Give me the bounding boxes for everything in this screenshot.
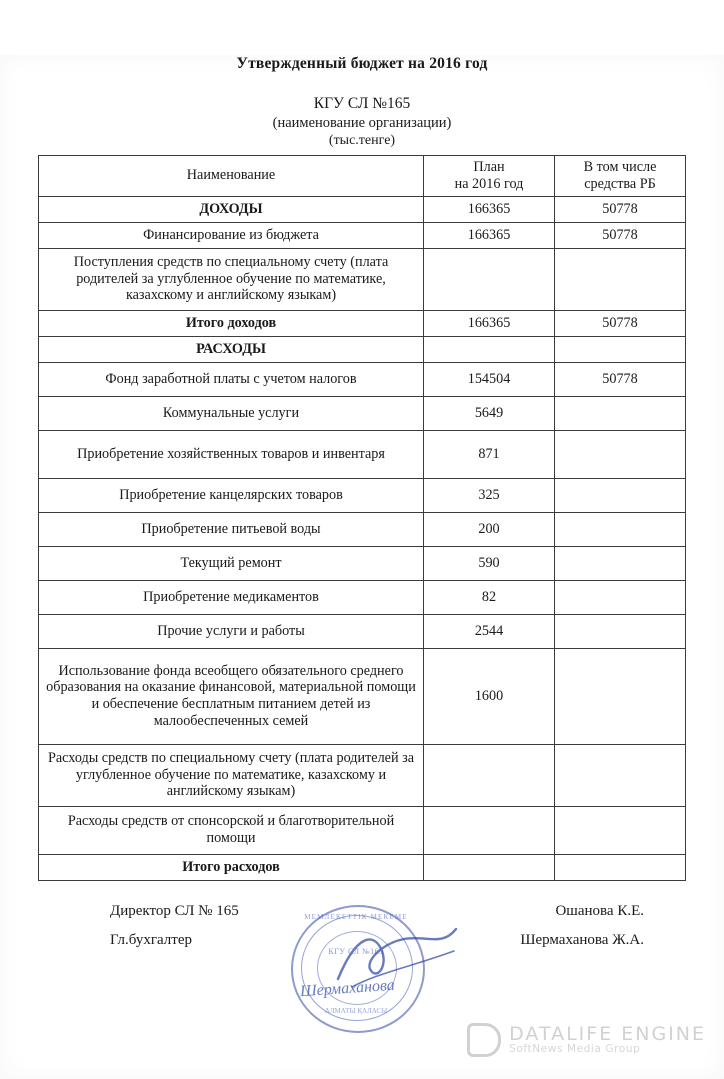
- row-rb: 50778: [555, 196, 686, 222]
- row-name: Приобретение питьевой воды: [39, 512, 424, 546]
- row-name: Итого расходов: [39, 854, 424, 880]
- table-row: [39, 854, 686, 880]
- row-plan: 325: [424, 478, 555, 512]
- table-row: [39, 478, 686, 512]
- row-plan: 166365: [424, 196, 555, 222]
- organization-caption: (наименование организации): [272, 115, 452, 131]
- row-rb: [555, 430, 686, 478]
- row-plan: 200: [424, 512, 555, 546]
- row-name: Приобретение медикаментов: [39, 580, 424, 614]
- table-row: [39, 310, 686, 336]
- table-row: [39, 396, 686, 430]
- row-rb: [555, 396, 686, 430]
- header-rb-line2: средства РБ: [584, 175, 656, 192]
- row-rb: [555, 854, 686, 880]
- row-name: ДОХОДЫ: [39, 196, 424, 222]
- row-plan: [424, 744, 555, 806]
- row-rb: 50778: [555, 310, 686, 336]
- header-rb: [555, 156, 686, 197]
- row-plan: [424, 854, 555, 880]
- row-name: Текущий ремонт: [39, 546, 424, 580]
- table-row: [39, 362, 686, 396]
- row-plan: [424, 248, 555, 310]
- row-rb: [555, 336, 686, 362]
- row-name: Фонд заработной платы с учетом налогов: [39, 362, 424, 396]
- table-row: [39, 546, 686, 580]
- row-plan: [424, 806, 555, 854]
- datalife-logo-icon: [467, 1023, 501, 1057]
- table-row: [39, 806, 686, 854]
- row-name: РАСХОДЫ: [39, 336, 424, 362]
- stamp-ink-signature: Шермаханова: [299, 976, 396, 1001]
- watermark: [467, 1023, 706, 1057]
- table-row: [39, 580, 686, 614]
- row-rb: [555, 806, 686, 854]
- row-rb: [555, 248, 686, 310]
- page-title: Утвержденный бюджет на 2016 год: [236, 55, 488, 72]
- row-plan: 1600: [424, 648, 555, 744]
- header-plan-line1: План: [473, 159, 505, 175]
- row-rb: 50778: [555, 362, 686, 396]
- row-plan: 2544: [424, 614, 555, 648]
- table-row: [39, 248, 686, 310]
- row-rb: [555, 478, 686, 512]
- row-name: Расходы средств по специальному счету (плата родителей за углубленное обучение по математике, казахскому и английскому языкам): [39, 744, 424, 806]
- organization-name: КГУ СЛ №165: [313, 95, 411, 112]
- row-name: Коммунальные услуги: [39, 396, 424, 430]
- row-name: Итого доходов: [39, 310, 424, 336]
- row-rb: [555, 614, 686, 648]
- row-plan: 154504: [424, 362, 555, 396]
- header-rb-line1: В том числе: [583, 159, 657, 175]
- row-rb: 50778: [555, 222, 686, 248]
- watermark-text: [509, 1022, 706, 1056]
- row-name: Расходы средств от спонсорской и благотворительной помощи: [39, 806, 424, 854]
- row-plan: 166365: [424, 222, 555, 248]
- row-plan: 871: [424, 430, 555, 478]
- row-name: Поступления средств по специальному счету (плата родителей за углубленное обучение по математике, казахскому и английскому языкам): [39, 248, 424, 310]
- row-rb: [555, 580, 686, 614]
- watermark-main: DATALIFE ENGINE: [509, 1022, 706, 1045]
- table-row: [39, 614, 686, 648]
- header-plan: [424, 156, 555, 197]
- row-name: Прочие услуги и работы: [39, 614, 424, 648]
- stamp-top-text: МЕМЛЕКЕТТІК МЕКЕМЕ: [304, 913, 408, 921]
- table-row: [39, 648, 686, 744]
- row-name: Приобретение хозяйственных товаров и инвентаря: [39, 430, 424, 478]
- row-rb: [555, 648, 686, 744]
- signature-role: Гл.бухгалтер: [110, 931, 192, 948]
- row-name: Использование фонда всеобщего обязательного среднего образования на оказание финансовой, материальной помощи и обеспечение бесплатным питанием детей из малообеспеченных семей: [39, 648, 424, 744]
- row-plan: 5649: [424, 396, 555, 430]
- stamp-bottom-text: АЛМАТЫ ҚАЛАСЫ: [324, 1007, 388, 1015]
- table-row: [39, 222, 686, 248]
- table-row: [39, 512, 686, 546]
- stamp-center-text: КГУ СЛ №165: [328, 947, 384, 956]
- document-page: [0, 55, 724, 1079]
- header-name: Наименование: [39, 156, 424, 197]
- row-name: Финансирование из бюджета: [39, 222, 424, 248]
- signature-person: Шермаханова Ж.А.: [520, 931, 644, 948]
- row-plan: 166365: [424, 310, 555, 336]
- signature-person: Ошанова К.Е.: [555, 902, 644, 919]
- row-rb: [555, 546, 686, 580]
- table-row: [39, 744, 686, 806]
- row-name: Приобретение канцелярских товаров: [39, 478, 424, 512]
- row-plan: [424, 336, 555, 362]
- table-header-row: [39, 156, 686, 197]
- row-plan: 590: [424, 546, 555, 580]
- table-row: [39, 196, 686, 222]
- row-rb: [555, 744, 686, 806]
- header-plan-line2: на 2016 год: [454, 175, 524, 192]
- row-plan: 82: [424, 580, 555, 614]
- watermark-sub: SoftNews Media Group: [509, 1043, 641, 1056]
- budget-table: [38, 155, 686, 881]
- row-rb: [555, 512, 686, 546]
- signature-block: [52, 903, 672, 949]
- table-row: [39, 430, 686, 478]
- signature-role: Директор СЛ № 165: [110, 902, 239, 919]
- units-label: (тыс.тенге): [328, 133, 396, 148]
- signature-row-director: [52, 903, 672, 920]
- signature-row-accountant: [52, 932, 672, 949]
- table-row: [39, 336, 686, 362]
